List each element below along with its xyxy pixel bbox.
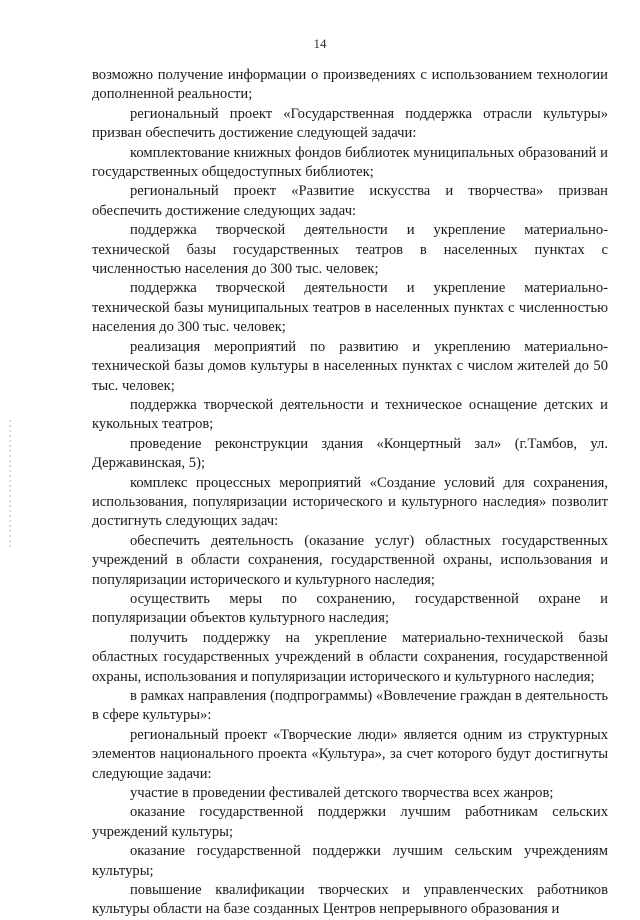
paragraph-2: региональный проект «Государственная поддержка отрасли культуры» призван обеспечить достижение следующей задачи: [92,105,608,142]
paragraph-18: оказание государственной поддержки лучшим сельским учреждениям культуры; [92,843,608,879]
margin-scan-mark [9,420,11,550]
paragraph-1: возможно получение информации о произведениях с использованием технологии дополненной реальности; [92,67,608,103]
paragraph-8: поддержка творческой деятельности и техническое оснащение детских и кукольных театров; [92,396,608,433]
paragraph-6: поддержка творческой деятельности и укрепление материально-технической базы муниципальных театров в населенных пунктах с численностью населения до 300 тыс. человек; [92,280,608,336]
paragraph-13: получить поддержку на укрепление материально-технической базы областных государственных учреждений в области сохранения, государственной охраны, использования и популяризации исторического и культурного наследия; [92,629,608,685]
paragraph-9: проведение реконструкции здания «Концертный зал» (г.Тамбов, ул. Державинская, 5); [92,435,608,472]
paragraph-14: в рамках направления (подпрограммы) «Вовлечение граждан в деятельность в сфере культуры»: [92,688,608,724]
paragraph-3: комплектование книжных фондов библиотек муниципальных образований и государственных общедоступных библиотек; [92,144,608,181]
paragraph-10: комплекс процессных мероприятий «Создание условий для сохранения, использования, популяризации исторического и культурного наследия» позволит достигнуть следующих задач: [92,474,608,530]
paragraph-7: реализация мероприятий по развитию и укреплению материально-технической базы домов культуры в населенных пунктах с числом жителей до 50 тыс. человек; [92,338,608,394]
paragraph-17: оказание государственной поддержки лучшим работникам сельских учреждений культуры; [92,804,608,840]
paragraph-19: повышение квалификации творческих и управленческих работников культуры области на базе созданных Центров непрерывного образования и [92,882,608,918]
page-number: 14 [313,36,327,51]
paragraph-4: региональный проект «Развитие искусства и творчества» призван обеспечить достижение следующих задач: [92,183,608,219]
paragraph-15: региональный проект «Творческие люди» является одним из структурных элементов национального проекта «Культура», за счет которого будут достигнуты следующие задачи: [92,726,608,782]
paragraph-11: обеспечить деятельность (оказание услуг) областных государственных учреждений в области сохранения, государственной охраны, использования и популяризации исторического и культурного наследия; [92,532,608,588]
paragraph-12: осуществить меры по сохранению, государственной охране и популяризации объектов культурного наследия; [92,590,608,627]
paragraph-5: поддержка творческой деятельности и укрепление материально-технической базы государственных театров в населенных пунктах с численностью населения до 300 тыс. человек; [92,222,608,278]
paragraph-16: участие в проведении фестивалей детского творчества всех жанров; [130,785,554,802]
document-body [92,66,608,920]
